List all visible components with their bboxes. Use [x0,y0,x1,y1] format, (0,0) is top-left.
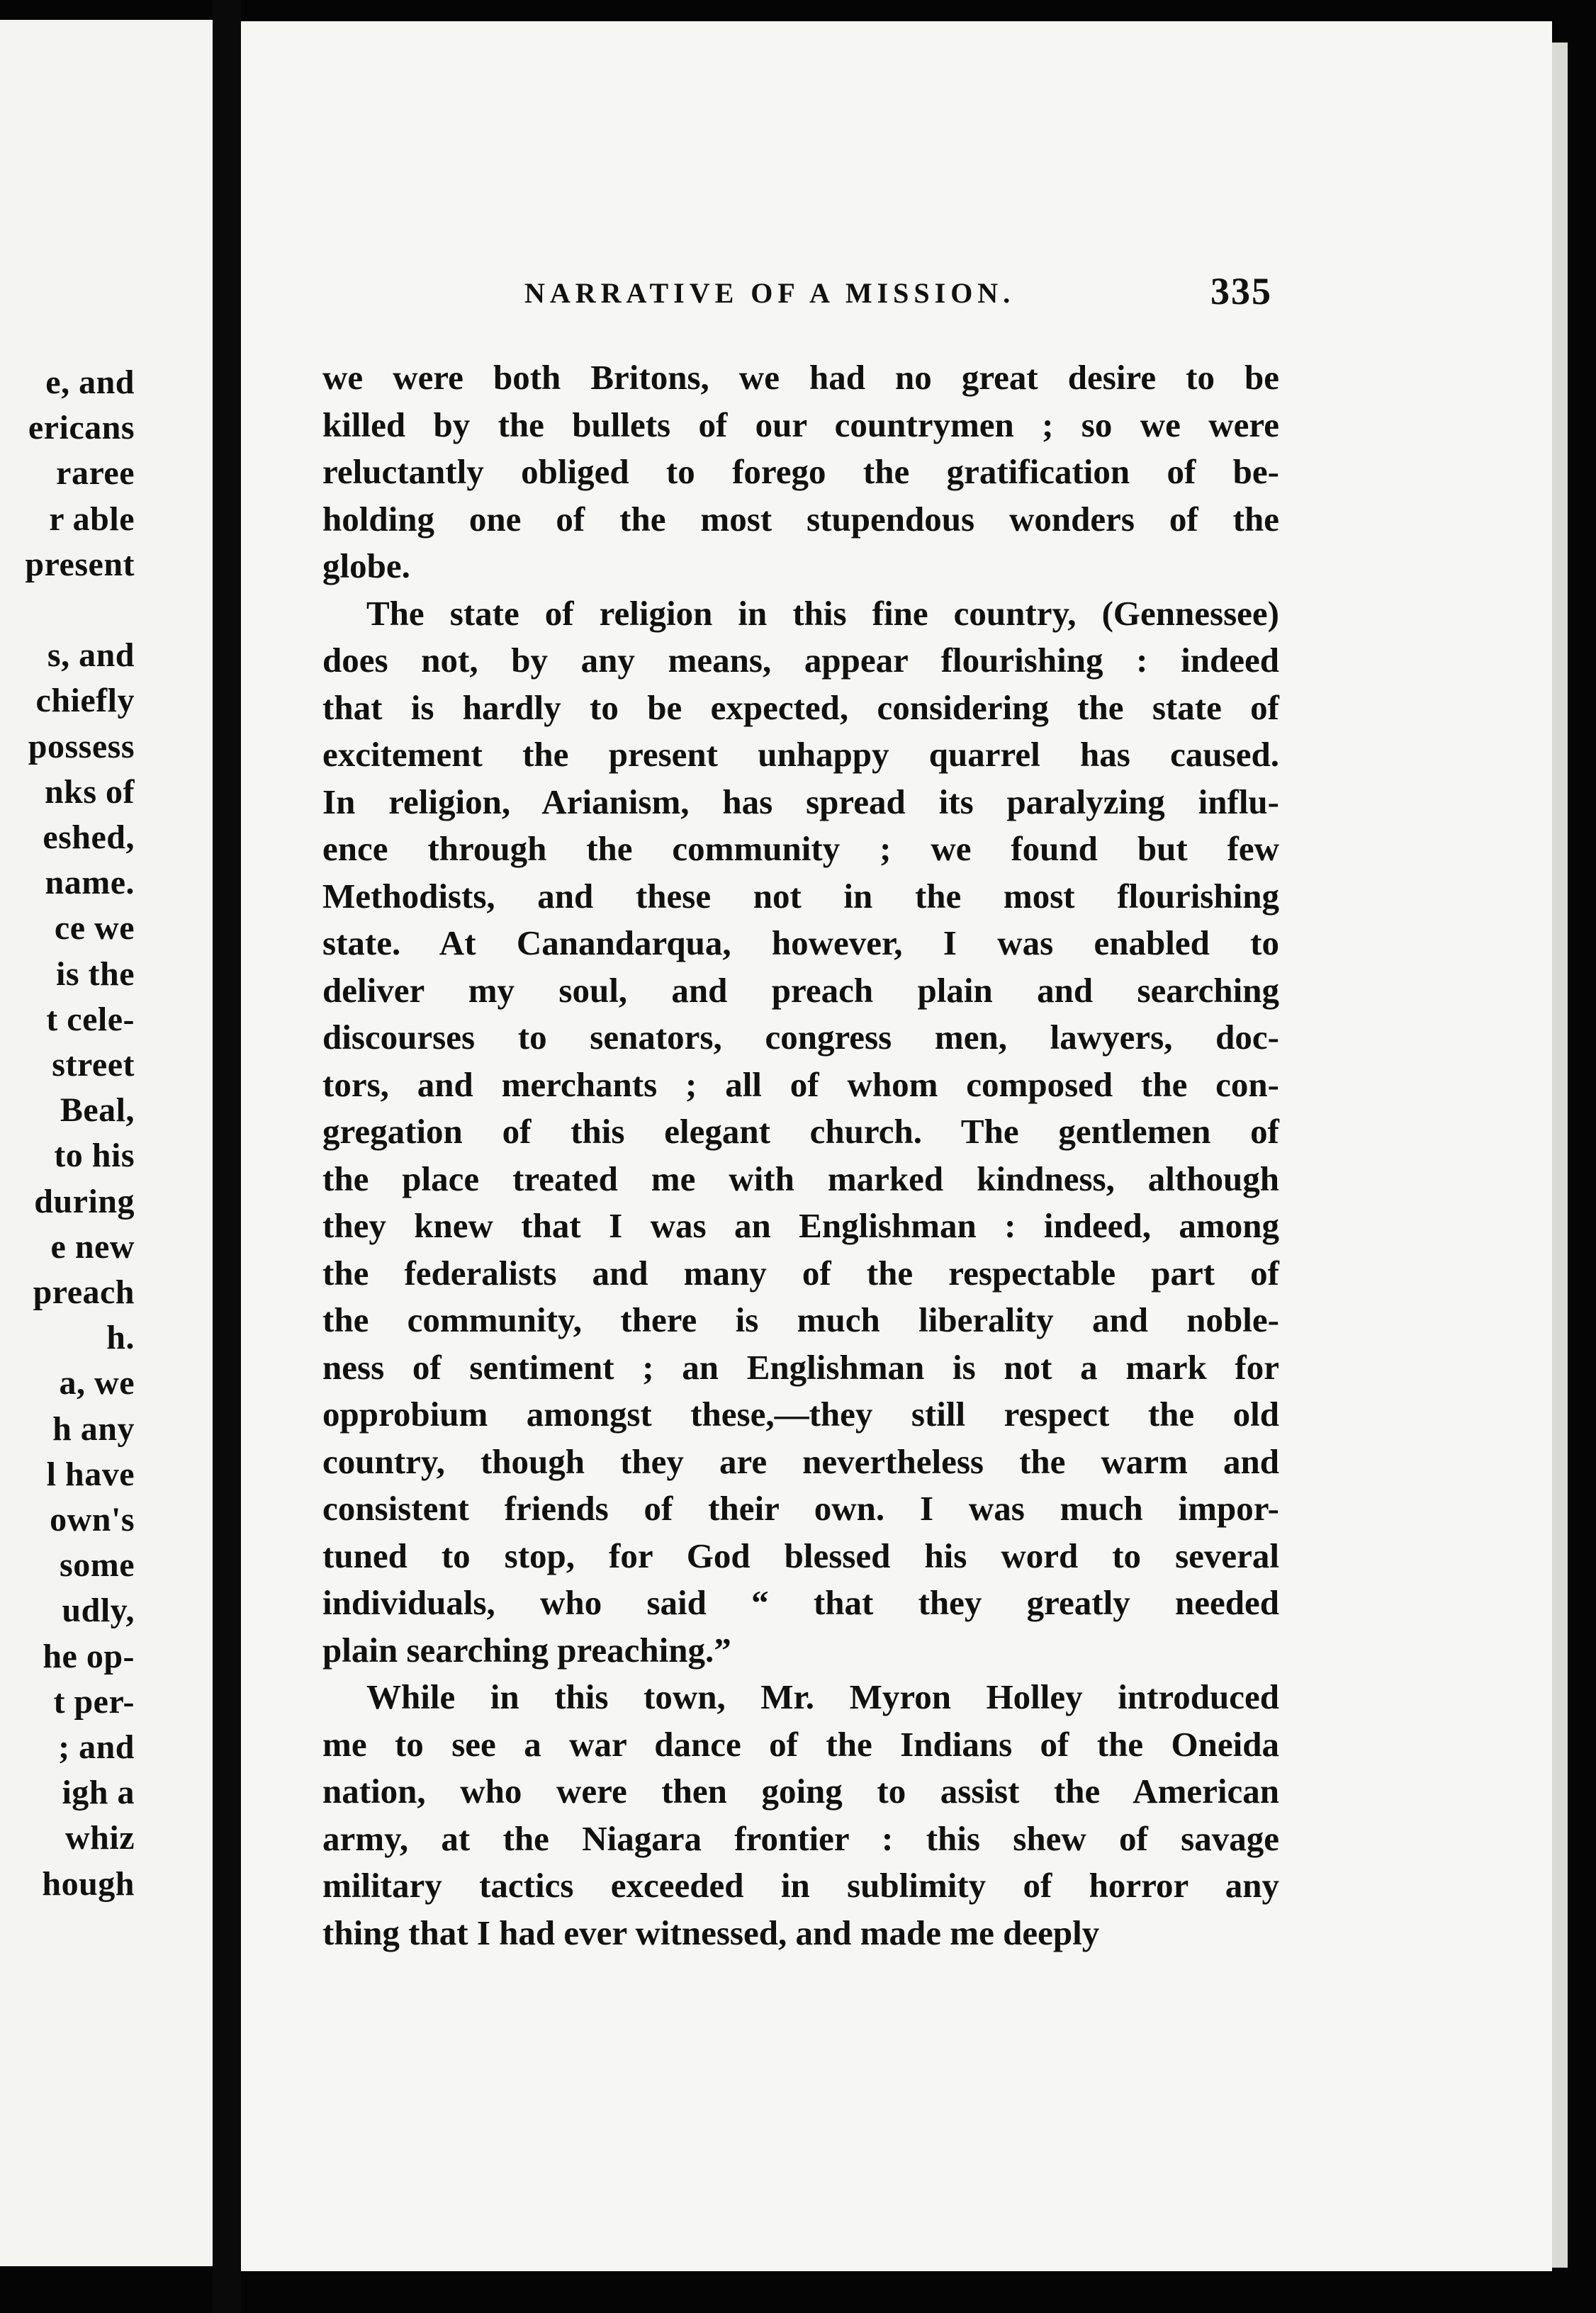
facing-page-line: a, we [59,1364,135,1402]
text-line: individuals, who said “ that they greatly needed [322,1583,1279,1622]
facing-page-line: he op- [43,1637,135,1675]
text-line: opprobium amongst these,—they still respect the old [322,1395,1279,1434]
facing-page-line: h. [106,1319,135,1357]
facing-page-line: raree [56,454,135,493]
facing-page-line: Beal, [60,1091,135,1130]
facing-page-line: hough [42,1864,135,1903]
paragraph [322,1674,1279,1957]
text-line: reluctantly obliged to forego the gratification of be- [322,452,1279,491]
paragraph [322,354,1279,590]
page-edge [1552,43,1568,2268]
page [241,21,1552,2271]
text-line: thing that I had ever witnessed, and made me deeply [322,1913,1100,1952]
text-line: globe. [322,546,410,585]
text-line: the community, there is much liberality and noble- [322,1300,1279,1339]
text-line: country, though they are nevertheless the warm and [322,1441,1279,1481]
text-line: holding one of the most stupendous wonders of the [322,499,1279,539]
text-line: the place treated me with marked kindness, although [322,1159,1279,1198]
facing-page-line: h any [52,1409,135,1448]
paragraph [322,590,1279,1675]
text-line: consistent friends of their own. I was much impor- [322,1489,1279,1528]
text-line: nation, who were then going to assist the American [322,1772,1279,1811]
facing-page-line: igh a [62,1774,135,1812]
facing-page-line: e new [50,1227,135,1266]
facing-page-line: during [34,1182,135,1220]
text-line: While in this town, Mr. Myron Holley introduced [366,1677,1279,1716]
text-line: Methodists, and these not in the most flourishing [322,876,1279,916]
facing-page-line: r able [49,500,135,538]
text-line: they knew that I was an Englishman : indeed, among [322,1206,1279,1245]
text-line: killed by the bullets of our countrymen ; so we were [322,405,1279,444]
facing-page-line: t cele- [46,1000,135,1038]
text-line: The state of religion in this fine country, (Gennessee) [366,593,1279,633]
text-line: we were both Britons, we had no great desire to be [322,358,1279,397]
facing-page-line: s, and [47,636,135,675]
text-line: deliver my soul, and preach plain and searching [322,970,1279,1010]
facing-page-line: nks of [44,772,135,811]
facing-page-line: street [52,1046,135,1084]
body-text [322,354,1279,1957]
facing-page-line: e, and [45,364,135,401]
facing-page-line: ericans [28,409,135,447]
facing-page-line: present [25,545,135,583]
text-line: military tactics exceeded in sublimity of horror any [322,1866,1279,1905]
facing-page-line: ; and [58,1728,135,1766]
facing-page-line: is the [56,955,135,993]
text-line: gregation of this elegant church. The gentlemen of [322,1112,1279,1151]
facing-page-line: name. [45,864,135,902]
page-number: 335 [1210,270,1272,313]
facing-page-line: udly, [62,1592,135,1630]
book-gutter [213,0,241,2313]
text-line: ence through the community ; we found but few [322,829,1279,868]
facing-page-fragment [0,20,213,2266]
text-line: that is hardly to be expected, considering the state of [322,687,1279,727]
facing-page-line: possess [28,727,135,765]
text-line: does not, by any means, appear flourishing : indeed [322,641,1279,680]
text-line: In religion, Arianism, has spread its paralyzing influ- [322,782,1279,821]
facing-page-line: eshed, [43,818,135,856]
text-line: tors, and merchants ; all of whom composed the con- [322,1064,1279,1104]
facing-page-line: preach [33,1273,135,1311]
running-header: NARRATIVE OF A MISSION. [524,277,1016,309]
facing-page-line: chiefly [35,682,135,720]
text-line: tuned to stop, for God blessed his word to several [322,1536,1279,1575]
text-line: army, at the Niagara frontier : this shew of savage [322,1818,1279,1858]
text-line: state. At Canandarqua, however, I was enabled to [322,923,1279,962]
text-line: me to see a war dance of the Indians of the Oneida [322,1724,1279,1764]
facing-page-line: own's [50,1501,135,1538]
facing-page-line: to his [54,1137,135,1175]
text-line: the federalists and many of the respectable part of [322,1253,1279,1293]
facing-page-line: l have [46,1455,135,1493]
text-line: excitement the present unhappy quarrel has caused. [322,735,1279,774]
facing-page-line: some [60,1546,135,1585]
text-line: plain searching preaching.” [322,1630,731,1670]
facing-page-line: whiz [65,1819,135,1857]
text-line: ness of sentiment ; an Englishman is not a mark for [322,1347,1279,1387]
facing-page-line: ce we [54,909,135,947]
text-line: discourses to senators, congress men, lawyers, doc- [322,1018,1279,1057]
facing-page-line: t per- [53,1682,135,1721]
